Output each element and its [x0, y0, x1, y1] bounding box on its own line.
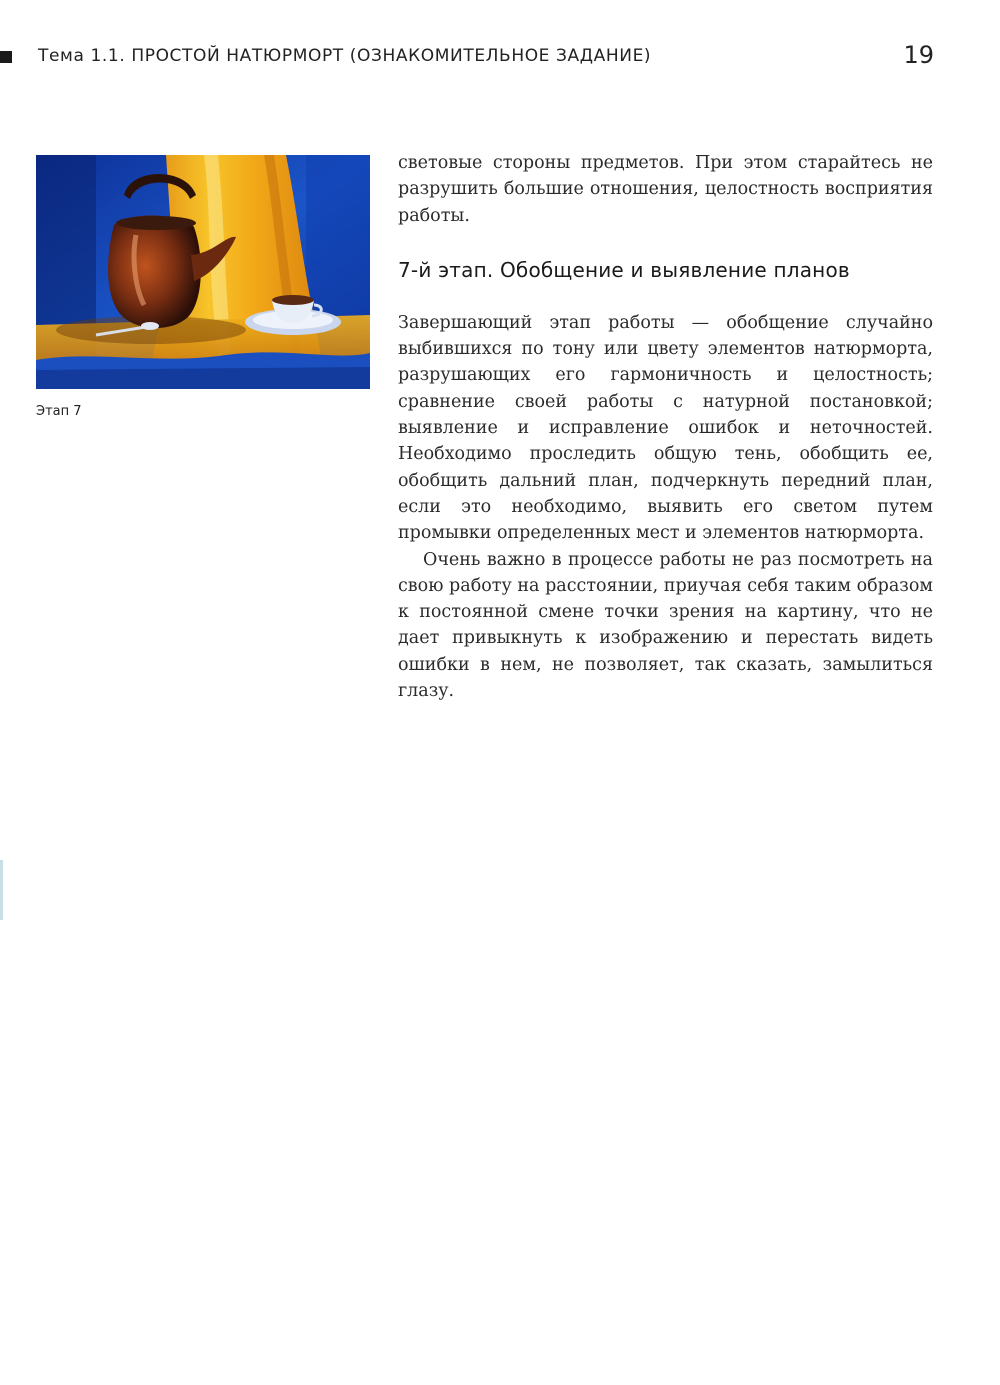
header-marker [0, 51, 12, 63]
text-column [398, 150, 933, 704]
still-life-painting [36, 155, 370, 389]
page-number: 19 [903, 41, 934, 69]
section-heading: 7-й этап. Обобщение и выявление планов [398, 257, 850, 282]
body-paragraph-2: Очень важно в процессе работы не раз посмотреть на свою работу на расстоянии, приучая себя таким образом к постоянной смене точки зрения на картину, что не дает привыкнуть к изображению и перестать видеть ошибки в нем, не позволяет, так сказать, замылиться глазу. [398, 549, 933, 702]
body-paragraph-1: Завершающий этап работы — обобщение случайно выбившихся по тону или цвету элементов натюрморта, разрушающих его гармоничность и целостность; сравнение своей работы с натурной постановкой; выявление и исправление ошибок и неточностей. Необходимо проследить общую тень, обобщить ее, обобщить дальний план, подчеркнуть передний план, если это необходимо, выявить его светом путем промывки определенных мест и элементов натюрморта. [398, 312, 933, 544]
running-title: Тема 1.1. ПРОСТОЙ НАТЮРМОРТ (ОЗНАКОМИТЕЛЬНОЕ ЗАДАНИЕ) [38, 46, 652, 66]
figure-caption: Этап 7 [36, 404, 82, 419]
intro-paragraph: световые стороны предметов. При этом старайтесь не разрушить большие отношения, целостность восприятия работы. [398, 153, 933, 226]
scan-edge-mark [0, 860, 3, 920]
